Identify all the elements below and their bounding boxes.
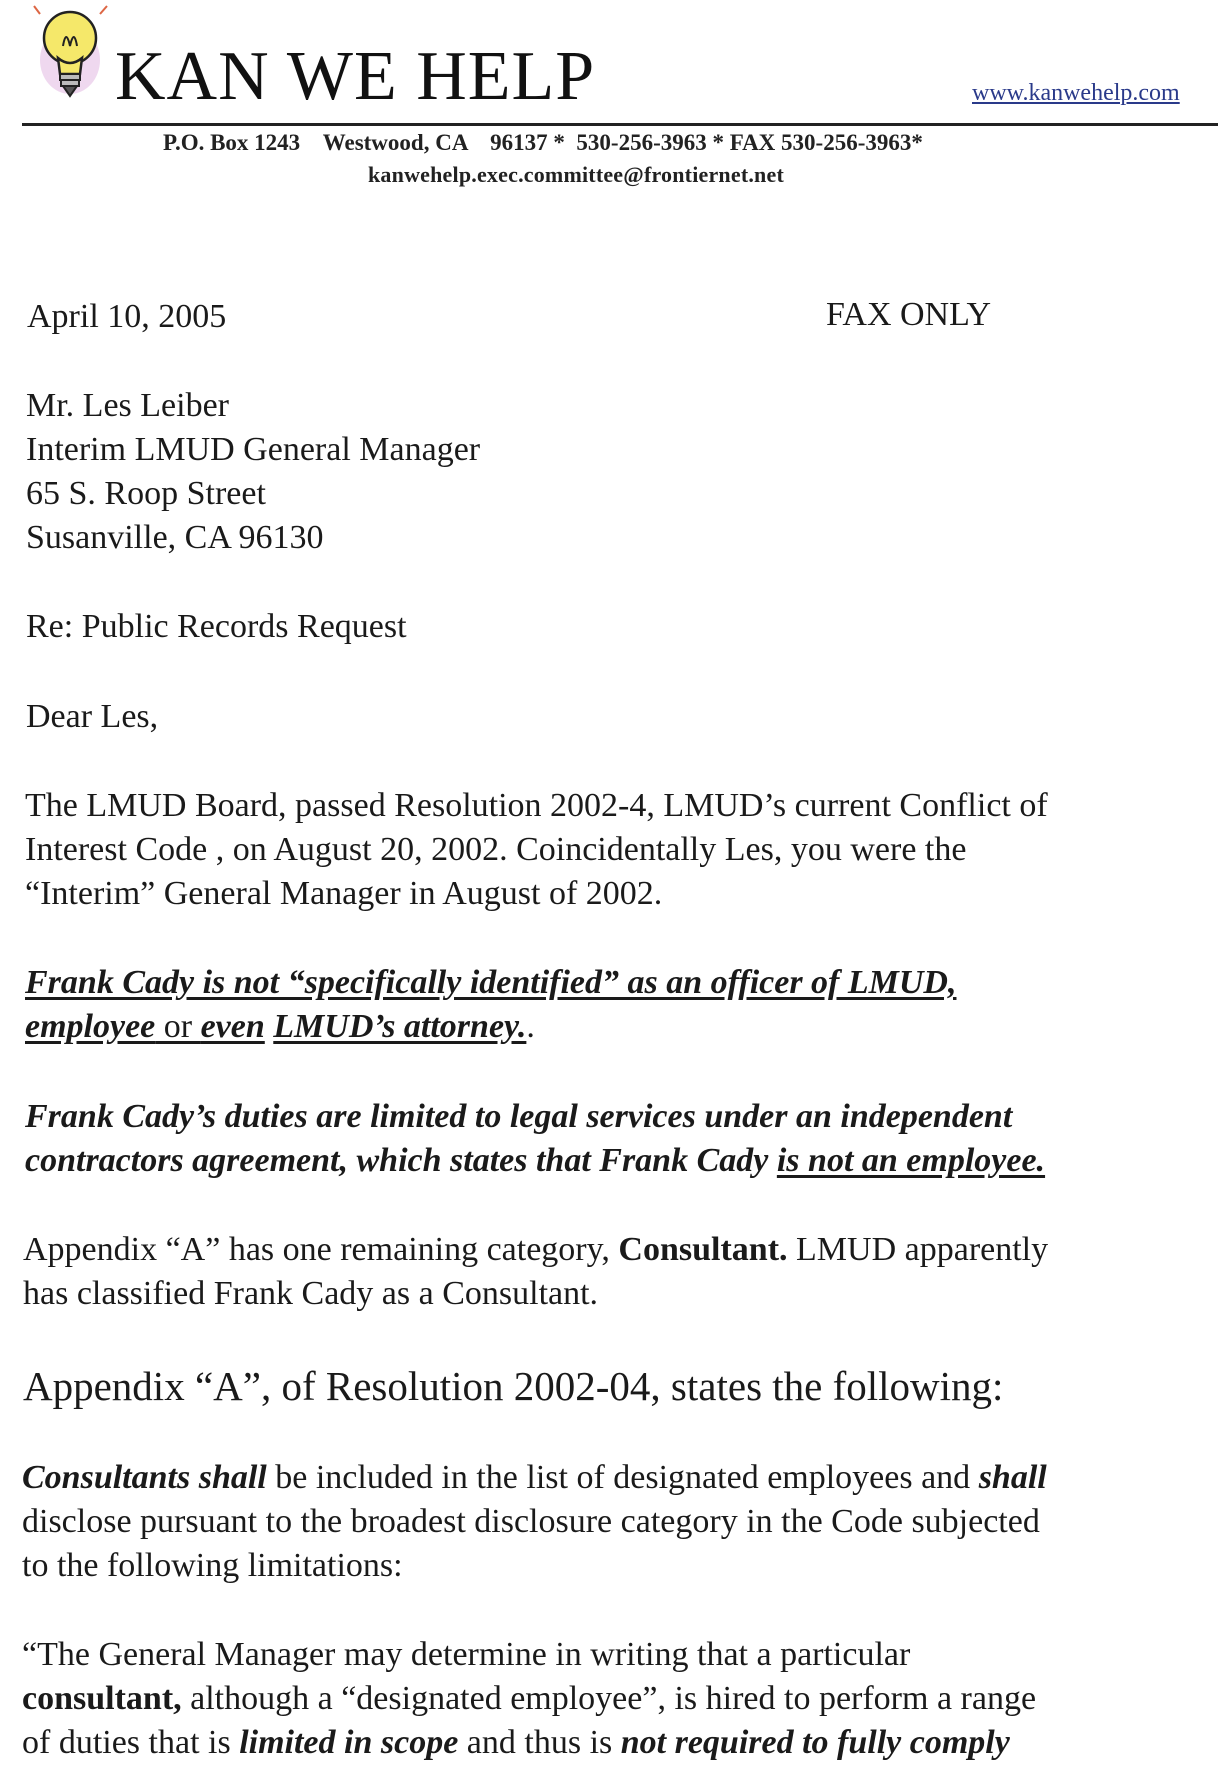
text-line: disclose pursuant to the broadest disclosure category in the Code subjected: [22, 1503, 1040, 1540]
plain-text: LMUD apparently: [787, 1231, 1049, 1268]
text-line: “Interim” General Manager in August of 2002.: [25, 875, 663, 912]
plain-text: be included in the list of designated employees and: [266, 1459, 979, 1496]
email-address: kanwehelp.exec.committee@frontiernet.net: [368, 162, 784, 187]
emphasis-text: limited in scope: [239, 1724, 459, 1761]
plain-text: and thus is: [458, 1724, 621, 1761]
text-line: The LMUD Board, passed Resolution 2002-4, LMUD’s current Conflict of: [25, 787, 1048, 824]
text-line: to the following limitations:: [22, 1547, 403, 1584]
delivery-method: FAX ONLY: [826, 296, 992, 333]
text-line: Frank Cady’s duties are limited to legal services under an independent: [25, 1098, 1013, 1135]
organization-name: KAN WE HELP: [115, 38, 596, 115]
subject-line: Re: Public Records Request: [26, 608, 407, 645]
section-heading: Appendix “A”, of Resolution 2002-04, states the following:: [23, 1363, 1004, 1409]
website-link[interactable]: www.kanwehelp.com: [972, 80, 1180, 106]
letter-date: April 10, 2005: [27, 298, 227, 335]
text-line: [22, 1726, 1010, 1760]
text-line: Frank Cady is not “specifically identified” as an officer of LMUD,: [25, 964, 957, 1001]
plain-text: Appendix “A” has one remaining category,: [23, 1231, 619, 1268]
recipient-street: 65 S. Roop Street: [26, 475, 266, 512]
text-line: [22, 1461, 1047, 1495]
contact-line: P.O. Box 1243 Westwood, CA 96137 * 530-256-3963 * FAX 530-256-3963*: [163, 130, 923, 155]
text-line: Interest Code , on August 20, 2002. Coincidentally Les, you were the: [25, 831, 967, 868]
recipient-city: Susanville, CA 96130: [26, 519, 324, 556]
plain-text: .: [526, 1008, 535, 1045]
emphasis-text: not required to fully comply: [620, 1724, 1010, 1761]
text-line: “The General Manager may determine in writing that a particular: [22, 1636, 911, 1673]
emphasis-text: shall: [978, 1459, 1047, 1496]
letterhead-divider: [22, 123, 1218, 126]
plain-text: or: [155, 1008, 201, 1045]
emphasis-text: LMUD’s attorney.: [273, 1008, 527, 1045]
emphasis-text: employee: [25, 1008, 156, 1045]
emphasis-text: contractors agreement, which states that Frank Cady: [25, 1142, 777, 1179]
plain-text: of duties that is: [22, 1724, 240, 1761]
text-line: [25, 1010, 535, 1044]
recipient-name: Mr. Les Leiber: [26, 387, 229, 424]
bold-text: Consultant.: [618, 1231, 788, 1268]
recipient-title: Interim LMUD General Manager: [26, 431, 481, 468]
lightbulb-logo-icon: [30, 2, 114, 106]
text-line: [25, 1144, 1045, 1178]
salutation: Dear Les,: [26, 698, 159, 735]
text-line: [22, 1682, 1036, 1716]
emphasis-text: Consultants shall: [22, 1459, 267, 1496]
text-line: has classified Frank Cady as a Consultant.: [23, 1275, 599, 1312]
text-line: [23, 1233, 1048, 1267]
emphasis-text: even: [200, 1008, 265, 1045]
plain-text: [265, 1008, 274, 1045]
bold-text: consultant,: [22, 1680, 182, 1717]
plain-text: although a “designated employee”, is hired to perform a range: [181, 1680, 1037, 1717]
emphasis-text: is not an employee.: [776, 1142, 1046, 1179]
